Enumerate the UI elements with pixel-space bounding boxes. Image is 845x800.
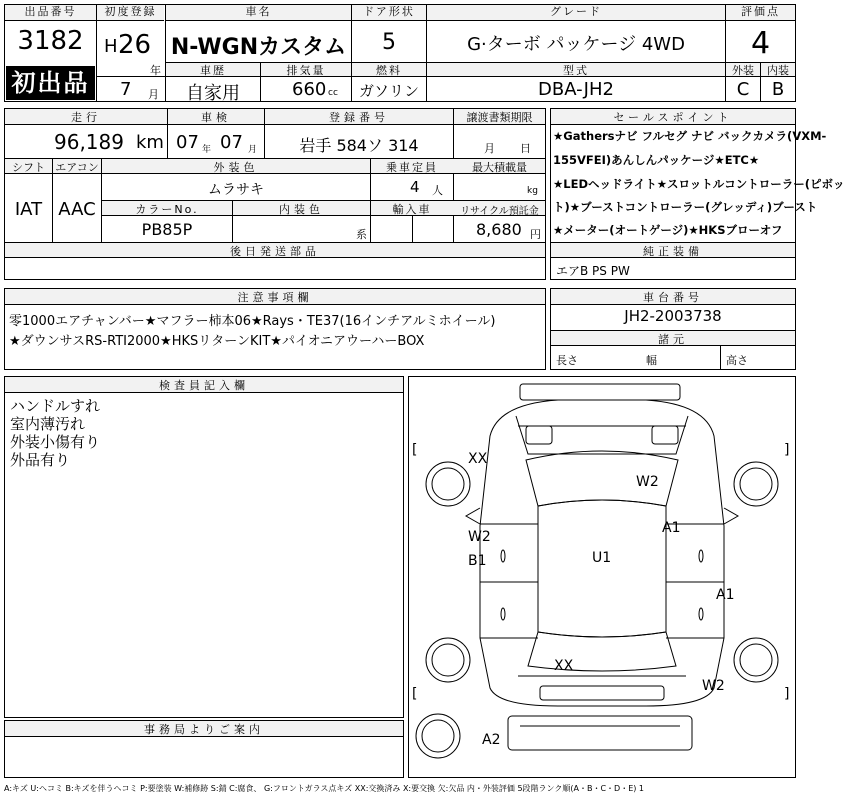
capacity-unit: 人 [432, 184, 443, 197]
length-label: 長さ [556, 354, 578, 367]
spare-tire [416, 714, 460, 758]
model-label: 型式 [563, 64, 589, 77]
car-name-label: 車名 [166, 5, 351, 21]
mileage-label: 走行 [71, 111, 101, 124]
wheel-front-right [734, 462, 778, 506]
import-label: 輸入車 [392, 203, 432, 216]
notes-line-1: 零1000エアチャンバー★マフラー柿本06★Rays・TE37(16インチアルミホイール) [9, 314, 496, 329]
reg-year: 26 [118, 30, 152, 60]
chassis-number: JH2-2003738 [624, 307, 722, 325]
roof-shape [538, 500, 666, 637]
ac: AAC [58, 199, 96, 220]
exterior-grade: C [736, 79, 750, 100]
car-name: N-WGNカスタム [170, 35, 347, 60]
damage-mark: W2 [702, 678, 725, 694]
inspection-year: 07 [176, 132, 199, 153]
height-label: 高さ [726, 354, 748, 367]
damage-mark: A1 [716, 587, 735, 603]
chassis-label: 車台番号 [643, 291, 703, 304]
era-prefix: H [104, 36, 118, 57]
inspector-line-2: 室内薄汚れ [10, 415, 86, 433]
office-label: 事務局よりご案内 [144, 723, 264, 736]
inspection-label: 車検 [201, 111, 231, 124]
fuel-label: 燃料 [376, 64, 402, 77]
bracket-close-2: ] [784, 686, 790, 702]
inspector-line-3: 外装小傷有り [10, 433, 101, 451]
rear-panel-shape [508, 716, 692, 750]
notes-line-2: ★ダウンサスRS-RTI2000★HKSリターンKIT★パイオニアウーハーBOX [9, 334, 425, 349]
first-listing-badge: 初出品 [6, 66, 95, 100]
rear-bumper-shape [540, 686, 664, 700]
legend: A:キズ U:ヘコミ B:キズを伴うヘコミ P:要塗装 W:補修跡 S:錆 C:腐食、 G:フロントガラス点キズ XX:交換済み X:要交換 欠:欠品 内・外装評価 5段階ランク順(A・B・C・D・E) 1 [4, 784, 645, 793]
door-count: 5 [382, 30, 396, 55]
capacity: 4 [410, 178, 420, 196]
model: DBA-JH2 [538, 79, 614, 100]
transfer-label: 譲渡書類期限 [466, 111, 533, 124]
damage-mark: W2 [468, 529, 491, 545]
ac-label: エアコン [55, 161, 99, 174]
wheel-front-left [426, 462, 470, 506]
score: 4 [750, 26, 771, 61]
color-no-label: カラーNo. [135, 203, 199, 216]
sales-line-5: ★メーター(オートゲージ)★HKSブローオフ [553, 223, 783, 237]
sales-label: セールスポイント [613, 111, 733, 124]
recycle-label: リサイクル預託金 [460, 206, 539, 217]
front-bumper-shape [520, 384, 680, 400]
displacement-unit: cc [328, 88, 338, 98]
wheel-rear-left [426, 638, 470, 682]
width-label: 幅 [646, 354, 657, 367]
interior-grade-label: 内装 [767, 64, 789, 77]
history-label: 車歴 [200, 64, 226, 77]
shift: IAT [14, 199, 43, 220]
equipment: エアB PS PW [556, 264, 630, 278]
recycle-fee: 8,680 [476, 220, 522, 239]
grade: G·ターボ パッケージ 4WD [467, 34, 685, 55]
bracket-open-2: [ [412, 686, 418, 702]
transfer-month-unit: 月 [484, 142, 495, 155]
exterior-grade-label: 外装 [732, 64, 754, 77]
mileage-unit: km [136, 132, 164, 153]
wheel-rear-right [734, 638, 778, 682]
inspector-line-1: ハンドルすれ [10, 397, 101, 415]
equipment-label: 純正装備 [643, 245, 703, 258]
capacity-label: 乗車定員 [386, 161, 438, 174]
inspector-line-4: 外品有り [10, 451, 71, 469]
first-reg-label: 初度登録 [97, 5, 164, 21]
damage-mark: A1 [662, 520, 681, 536]
interior-grade: B [771, 79, 785, 100]
mileage: 96,189 [54, 130, 124, 154]
door-label: ドア形状 [352, 5, 426, 21]
color-label: 外装色 [213, 161, 259, 174]
inspector-label: 検査員記入欄 [159, 379, 249, 392]
recycle-unit: 円 [530, 228, 541, 241]
damage-mark: A2 [482, 732, 501, 748]
displacement-label: 排気量 [286, 64, 326, 77]
reg-year-unit: 年 [150, 64, 161, 77]
sales-line-3: ★LEDヘッドライト★スロットルコントローラー(ピボッ [553, 177, 845, 191]
damage-mark: XX [468, 451, 488, 467]
score-label: 評価点 [726, 5, 795, 21]
damage-mark: B1 [468, 553, 487, 569]
displacement: 660 [292, 79, 327, 100]
fuel: ガソリン [358, 82, 419, 100]
inspection-month-unit: 月 [248, 145, 258, 155]
dims-label: 諸元 [658, 333, 688, 346]
bracket-close-1: ] [784, 442, 790, 458]
load-label: 最大積載量 [472, 161, 527, 174]
lot-number: 3182 [17, 26, 84, 56]
damage-mark: U1 [592, 550, 612, 566]
sales-line-2: 155VFEI)あんしんパッケージ★ETC★ [553, 153, 760, 167]
plate-label: 登録番号 [329, 111, 389, 124]
grade-label: グレード [427, 5, 725, 21]
plate-number: 岩手 584ソ 314 [299, 136, 419, 155]
load-unit: kg [527, 186, 538, 196]
reg-month-unit: 月 [148, 88, 159, 101]
lot-number-label: 出品番号 [5, 5, 96, 21]
inspection-month: 07 [220, 132, 243, 153]
history: 自家用 [186, 83, 240, 104]
sales-line-1: ★Gathersナビ フルセグ ナビ バックカメラ(VXM- [553, 129, 827, 143]
damage-mark: XX [554, 658, 574, 674]
bracket-open-1: [ [412, 442, 418, 458]
parts-label: 後日発送部品 [230, 245, 320, 258]
sales-line-4: ト)★ブーストコントローラー(グレッディ)ブースト [553, 200, 818, 214]
car-damage-diagram [408, 376, 796, 778]
reg-month: 7 [120, 79, 132, 100]
interior-color-unit: 系 [356, 228, 367, 241]
color-no: PB85P [141, 220, 193, 239]
shift-label: シフト [12, 161, 45, 174]
interior-color-label: 内装色 [279, 203, 324, 216]
exterior-color: ムラサキ [208, 182, 264, 198]
notes-label: 注意事項欄 [237, 291, 313, 304]
damage-mark: W2 [636, 474, 659, 490]
inspection-year-unit: 年 [202, 145, 212, 155]
transfer-day-unit: 日 [520, 142, 531, 155]
